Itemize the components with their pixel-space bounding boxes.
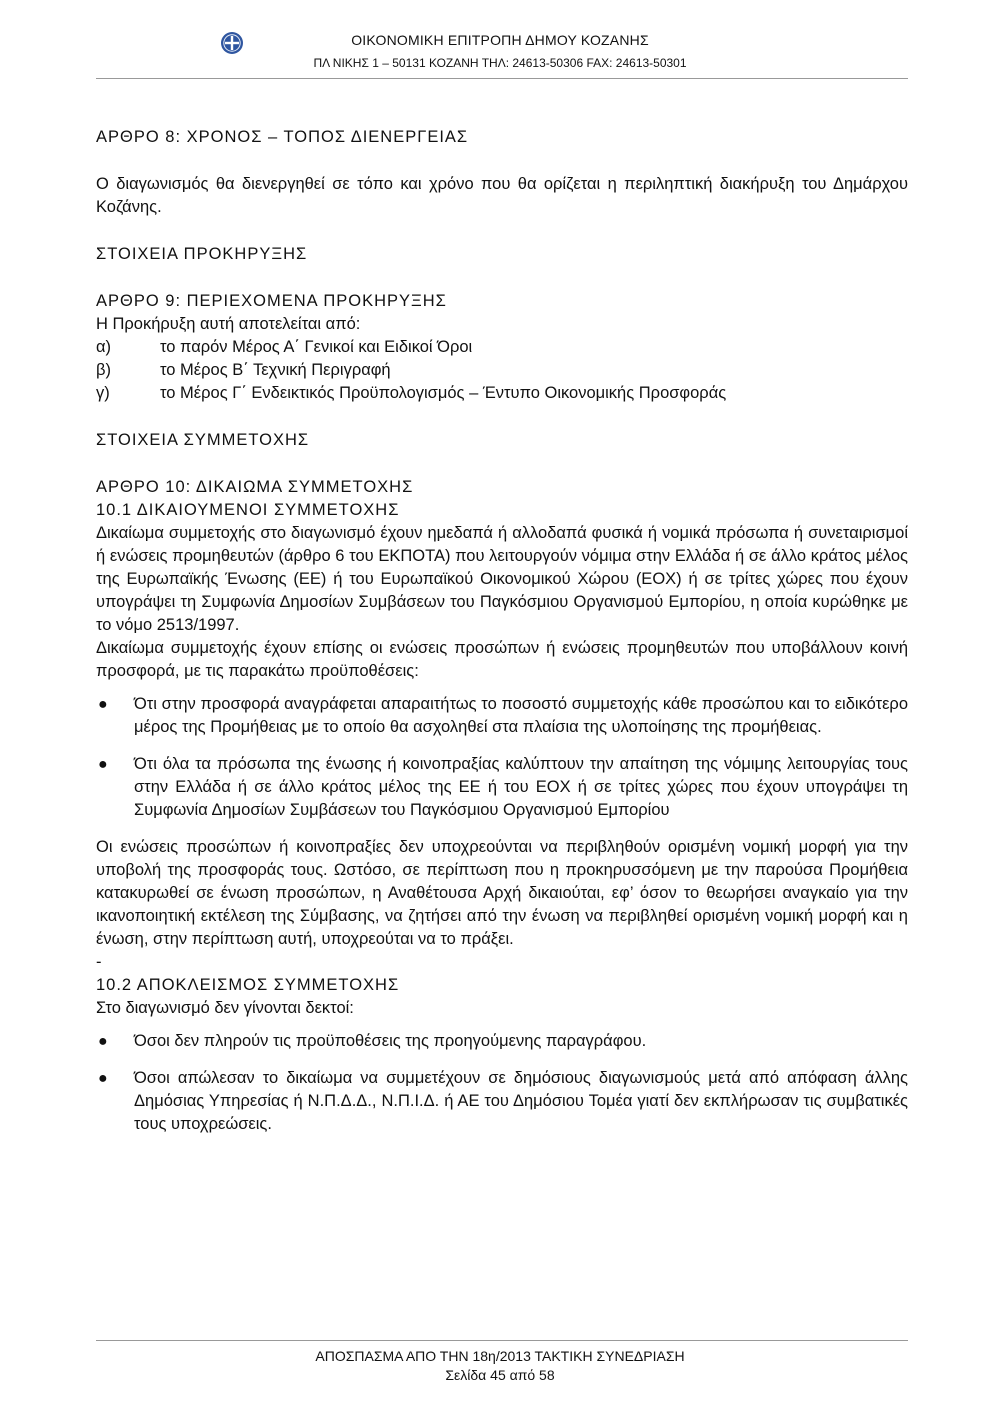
- list-item-label: γ): [96, 384, 110, 402]
- list-item: [96, 1030, 908, 1053]
- list-item-label: β): [96, 361, 111, 379]
- paragraph: Ο διαγωνισμός θα διενεργηθεί σε τόπο και χρόνο που θα ορίζεται η περιληπτική διακήρυξη του Δημάρχου Κοζάνης.: [96, 175, 908, 216]
- bullet-list: [96, 693, 908, 822]
- spacer-mark: -: [96, 953, 102, 971]
- list-item-text: Ότι στην προσφορά αναγράφεται απαραιτήτως το ποσοστό συμμετοχής κάθε προσώπου και το ειδικότερο μέρος της Προμήθειας με το οποίο θα ασχοληθεί στα πλαίσια της υλοποίησης της προμήθειας.: [134, 695, 908, 736]
- bullet-icon: ●: [98, 1070, 108, 1087]
- paragraph: Στο διαγωνισμό δεν γίνονται δεκτοί:: [96, 999, 354, 1017]
- subsection-heading: 10.2 ΑΠΟΚΛΕΙΣΜΟΣ ΣΥΜΜΕΤΟΧΗΣ: [96, 976, 400, 994]
- list-item: [96, 336, 908, 359]
- footer-meeting: ΑΠΟΣΠΑΣΜΑ ΑΠΟ ΤΗΝ 18η/2013 ΤΑΚΤΙΚΗ ΣΥΝΕΔΡΙΑΣΗ: [315, 1348, 685, 1364]
- bullet-icon: ●: [98, 1033, 108, 1050]
- list-item: [96, 693, 908, 739]
- list-item-text: το Μέρος Β΄ Τεχνική Περιγραφή: [160, 361, 391, 379]
- list-item-text: το παρόν Μέρος Α΄ Γενικοί και Ειδικοί Όροι: [160, 338, 473, 356]
- header-organization: ΟΙΚΟΝΟΜΙΚΗ ΕΠΙΤΡΟΠΗ ΔΗΜΟΥ ΚΟΖΑΝΗΣ: [351, 32, 649, 48]
- paragraph: Δικαίωμα συμμετοχής στο διαγωνισμό έχουν ημεδαπά ή αλλοδαπά φυσικά ή νομικά πρόσωπα ή συνεταιρισμοί ή ενώσεις προμηθευτών (άρθρο 6 του ΕΚΠΟΤΑ) που λειτουργούν νόμιμα στην Ελλάδα ή σε άλλο κράτος μέλος της Ευρωπαϊκής Ένωσης (ΕΕ) ή του Ευρωπαϊκού Οικονομικού Χώρου (ΕΟΧ) ή σε τρίτες χώρες που έχουν υπογράψει τη Συμφωνία Δημοσίων Συμβάσεων του Παγκόσμιου Οργανισμού Εμπορίου, η οποία κυρώθηκε με το νόμο 2513/1997.: [96, 524, 908, 634]
- subsection-heading: 10.1 ΔΙΚΑΙΟΥΜΕΝΟΙ ΣΥΜΜΕΤΟΧΗΣ: [96, 501, 400, 519]
- footer-divider: [96, 1340, 908, 1341]
- section-heading: ΣΤΟΙΧΕΙΑ ΣΥΜΜΕΤΟΧΗΣ: [96, 431, 310, 449]
- paragraph: Η Προκήρυξη αυτή αποτελείται από:: [96, 315, 361, 333]
- bullet-list: [96, 1030, 908, 1136]
- list-item: [96, 359, 908, 382]
- list-item-label: α): [96, 338, 112, 356]
- bullet-icon: ●: [98, 696, 108, 713]
- bullet-icon: ●: [98, 756, 108, 773]
- list-item: [96, 753, 908, 822]
- list-item: [96, 1067, 908, 1136]
- list-item-text: Όσοι δεν πληρούν τις προϋποθέσεις της προηγούμενης παραγράφου.: [134, 1032, 647, 1050]
- list-item-text: Όσοι απώλεσαν το δικαίωμα να συμμετέχουν σε δημόσιους διαγωνισμούς μετά από απόφαση άλλης Δημόσιας Υπηρεσίας ή Ν.Π.Δ.Δ., Ν.Π.Ι.Δ. ή ΑΕ του Δημόσιου Τομέα γιατί δεν εκπλήρωσαν τις συμβατικές τους υποχρεώσεις.: [134, 1069, 908, 1133]
- definition-list: [96, 336, 908, 405]
- article-heading: ΑΡΘΡΟ 10: ΔΙΚΑΙΩΜΑ ΣΥΜΜΕΤΟΧΗΣ: [96, 478, 414, 496]
- header-divider: [96, 78, 908, 79]
- paragraph: Δικαίωμα συμμετοχής έχουν επίσης οι ενώσεις προσώπων ή ενώσεις προμηθευτών που υποβάλλουν κοινή προσφορά, με τις παρακάτω προϋποθέσεις:: [96, 639, 908, 680]
- header-address: ΠΛ ΝΙΚΗΣ 1 – 50131 ΚΟΖΑΝΗ ΤΗΛ: 24613-50306 FAX: 24613-50301: [313, 56, 687, 70]
- section-heading: ΣΤΟΙΧΕΙΑ ΠΡΟΚΗΡΥΞΗΣ: [96, 245, 308, 263]
- page-footer: [0, 1347, 1000, 1385]
- list-item-text: το Μέρος Γ΄ Ενδεικτικός Προϋπολογισμός – Έντυπο Οικονομικής Προσφοράς: [160, 384, 727, 402]
- list-item: [96, 382, 908, 405]
- document-body: [96, 126, 908, 1150]
- article-heading: ΑΡΘΡΟ 9: ΠΕΡΙΕΧΟΜΕΝΑ ΠΡΟΚΗΡΥΞΗΣ: [96, 292, 447, 310]
- paragraph: Οι ενώσεις προσώπων ή κοινοπραξίες δεν υποχρεούνται να περιβληθούν ορισμένη νομική μορφή για την υποβολή της προσφοράς τους. Ωστόσο, σε περίπτωση που η προκηρυσσόμενη με την παρούσα Προμήθεια κατακυρωθεί σε ένωση προσώπων, η Αναθέτουσα Αρχή δικαιούται, εφ’ όσον το θεωρήσει αναγκαίο για την ικανοποιητική εκτέλεση της Σύμβασης, να ζητήσει από την ένωση να περιβληθεί ορισμένη νομική μορφή και η ένωση, στην περίπτωση αυτή, υποχρεούται να το πράξει.: [96, 838, 908, 948]
- list-item-text: Ότι όλα τα πρόσωπα της ένωσης ή κοινοπραξίας καλύπτουν την απαίτηση της νόμιμης λειτουργίας τους στην Ελλάδα ή σε άλλο κράτος μέλος της ΕΕ ή του ΕΟΧ ή σε τρίτες χώρες που έχουν υπογράψει τη Συμφωνία Δημοσίων Συμβάσεων του Παγκόσμιου Οργανισμού Εμπορίου: [134, 755, 908, 819]
- article-heading: ΑΡΘΡΟ 8: ΧΡΟΝΟΣ – ΤΟΠΟΣ ΔΙΕΝΕΡΓΕΙΑΣ: [96, 128, 469, 146]
- page-number: Σελίδα 45 από 58: [445, 1367, 555, 1383]
